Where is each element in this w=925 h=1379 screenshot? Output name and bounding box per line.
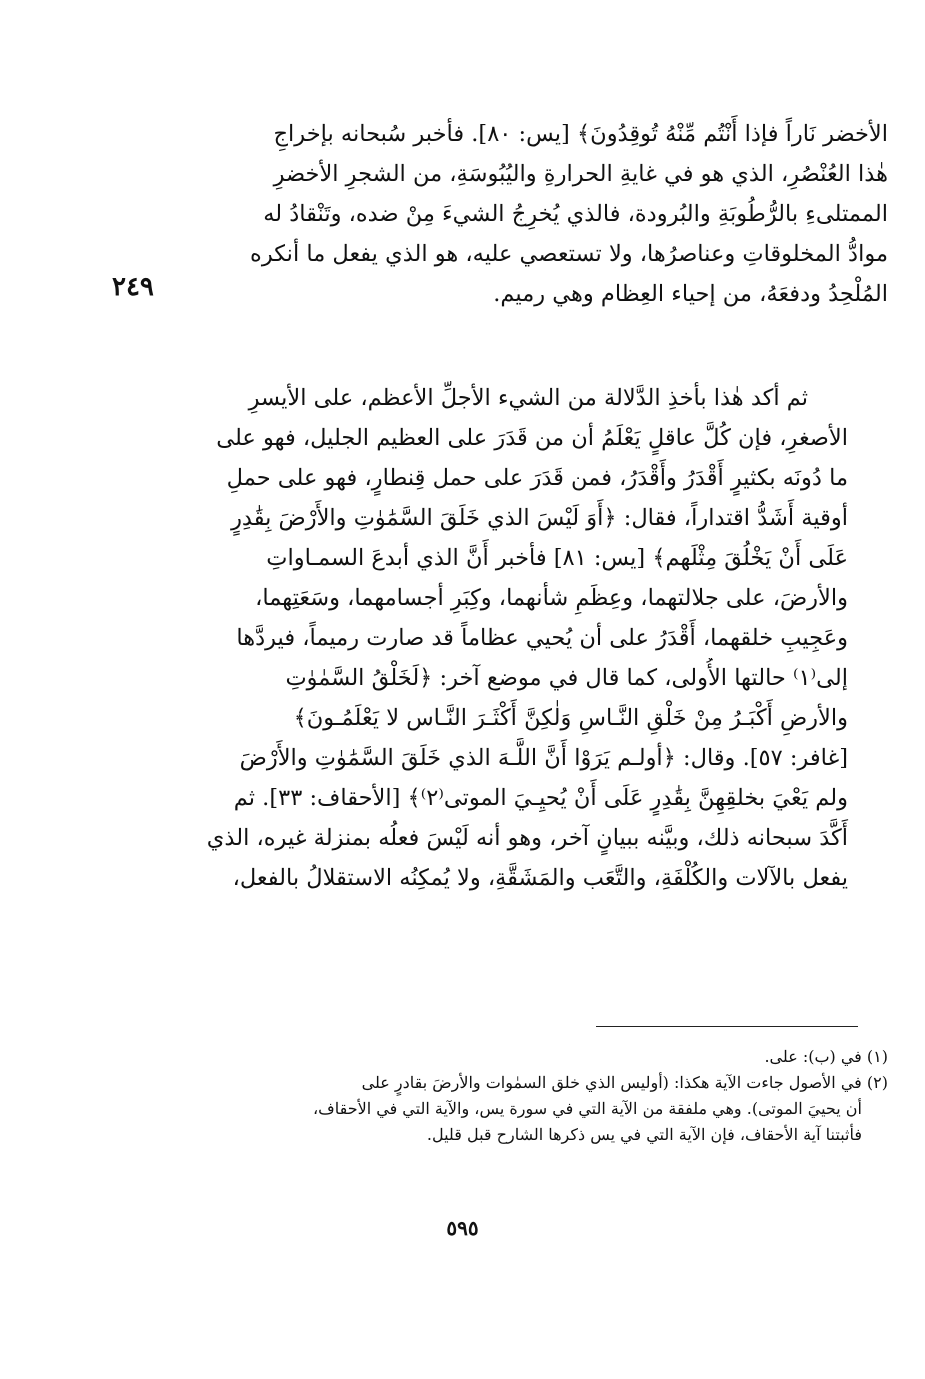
footnote-2: (٢) في الأصول جاءت الآية هكذا: (أوليس الذي خلق السمٰوات والأرضَ بقادرٍ على (361, 1073, 888, 1092)
footnotes (186, 1044, 888, 1148)
paragraph-2 (186, 378, 888, 898)
text-line: أَكَّدَ سبحانه ذلك، وبيَّنه ببيانٍ آخر، وهو أنه لَيْسَ فعلُه بمنزلة غيره، الذي (206, 825, 848, 851)
text-line: والأرضَ، على جلالتهما، وعِظَمِ شأنهما، وكِبَرِ أجسامهما، وسَعَتِهما، (255, 585, 848, 611)
page-number: ٥٩٥ (446, 1216, 479, 1240)
text-line: موادُّ المخلوقاتِ وعناصرُها، ولا تستعصي عليه، هو الذي يفعل ما أنكره (250, 241, 888, 267)
text-line: ثم أكد هٰذا بأخذِ الدَّلالة من الشيء الأجلِّ الأعظم، على الأيسرِ (248, 385, 808, 411)
paragraph-1 (186, 114, 888, 314)
text-line: ولم يَعْيَ بخلقِهِنَّ بِقَٰدِرٍ عَلَى أَنْ يُحيِـيَ الموتى⁽٢⁾﴾ [الأحقاف: ٣٣]. ثم (233, 785, 848, 811)
text-line: عَلَى أَنْ يَخْلُقَ مِثْلَهم﴾ [يس: ٨١] فأخبر أَنَّ الذي أبدعَ السمـاواتِ (266, 545, 848, 571)
text-line: أوقية أَشَدُّ اقتداراً، فقال: ﴿أَوَ لَيْسَ الذي خَلَقَ السَّمَٰوٰتِ والأَرْضَ بِقَٰدِرٍ (231, 505, 848, 531)
text-line: وعَجِيبِ خلقهما، أَقْدَرُ على أن يُحيي عظاماً قد صارت رميماً، فيردَّها (236, 625, 848, 651)
text-line: الممتلىءِ بالرُّطُوبَةِ والبُرودة، فالذي يُخرِجُ الشيءَ مِنْ ضده، وتَنْقادُ له (263, 201, 888, 227)
footnote-2-continued: فأثبتنا آية الأحقاف، فإن الآية التي في يس ذكرها الشارح قبل قليل. (426, 1125, 862, 1144)
text-line: هٰذا العُنْصُرِ، الذي هو في غايةِ الحرارةِ واليُبُوسَةِ، من الشجرِ الأخضرِ (273, 161, 888, 187)
text-line: إلى⁽١⁾ حالتها الأُولى، كما قال في موضع آخر: ﴿لَخَلْقُ السَّمٰوٰتِ (285, 665, 848, 691)
text-line: والأرضِ أَكْبَـرُ مِنْ خَلْقِ النَّـاسِ وَلٰكِنَّ أَكْثَـرَ النَّـاس لا يَعْلَمُـونَ﴾ (293, 705, 848, 731)
text-line: يفعل بالآلات والكُلْفَةِ، والتَّعَب والمَشَقَّةِ، ولا يُمكِنُه الاستقلالُ بالفعل، (232, 865, 848, 891)
text-line: الأصغرِ، فإن كُلَّ عاقلٍ يَعْلَمُ أن من قَدَرَ على العظيم الجليل، فهو على (216, 425, 848, 451)
margin-page-reference: ٢٤٩ (112, 272, 154, 302)
text-line: المُلْحِدُ ودفعَهُ، من إحياء العِظام وهي رميم. (493, 281, 888, 307)
text-line: الأخضر نَاراً فإذا أَنْتُم مِّنْهُ تُوقِدُونَ﴾ [يس: ٨٠]. فأخبر سُبحانه بإخراجِ (273, 121, 888, 147)
text-line: [غافر: ٥٧]. وقال: ﴿أولـم يَرَوْا أَنَّ اللَّـهَ الذي خَلَقَ السَّمَٰوٰتِ والأَرْضَ (239, 745, 848, 771)
footnote-2-continued: أن يحييَ الموتى). وهي ملفقة من الآية التي في سورة يس، والآية التي في الأحقاف، (312, 1099, 862, 1118)
footnote-separator (596, 1026, 858, 1027)
footnote-1: (١) في (ب): على. (764, 1047, 888, 1066)
text-line: ما دُونَه بكثيرٍ أَقْدَرُ وأَقْدَرُ، فمن قَدَرَ على حمل قِنطارٍ، فهو على حملِ (226, 465, 848, 491)
